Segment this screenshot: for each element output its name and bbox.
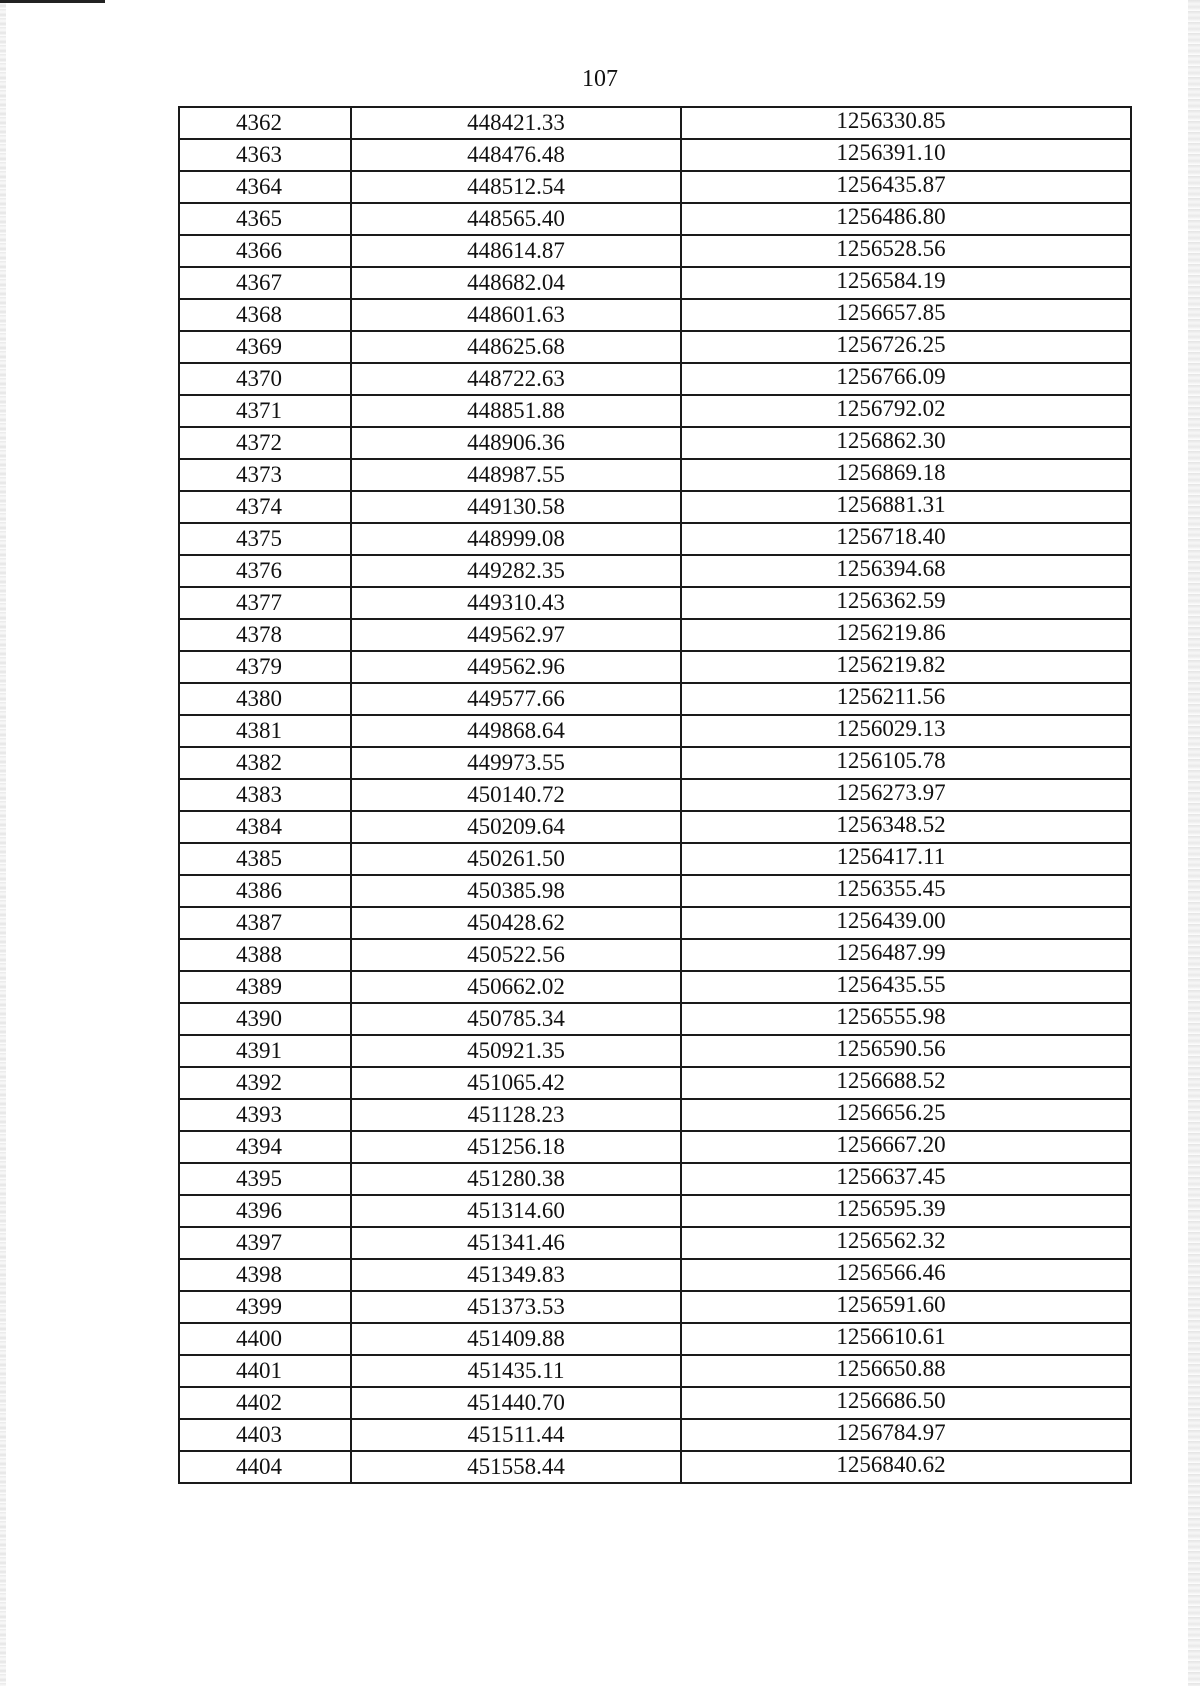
table-row [179, 139, 1131, 171]
x-coordinate-cell: 448625.68 [351, 331, 681, 363]
point-id-cell: 4372 [179, 427, 351, 459]
y-coordinate-cell: 1256555.98 [681, 1003, 1131, 1035]
point-id-cell: 4390 [179, 1003, 351, 1035]
table-row [179, 203, 1131, 235]
x-coordinate-cell: 451349.83 [351, 1259, 681, 1291]
table-row [179, 1003, 1131, 1035]
table-row [179, 1259, 1131, 1291]
table-row [179, 1355, 1131, 1387]
y-coordinate-cell: 1256591.60 [681, 1291, 1131, 1323]
y-coordinate-cell: 1256610.61 [681, 1323, 1131, 1355]
point-id-cell: 4384 [179, 811, 351, 843]
point-id-cell: 4370 [179, 363, 351, 395]
table-row [179, 619, 1131, 651]
x-coordinate-cell: 450385.98 [351, 875, 681, 907]
x-coordinate-cell: 450522.56 [351, 939, 681, 971]
x-coordinate-cell: 451280.38 [351, 1163, 681, 1195]
y-coordinate-cell: 1256686.50 [681, 1387, 1131, 1419]
scan-edge-left [0, 0, 6, 1686]
point-id-cell: 4395 [179, 1163, 351, 1195]
table-row [179, 555, 1131, 587]
y-coordinate-cell: 1256105.78 [681, 747, 1131, 779]
x-coordinate-cell: 449282.35 [351, 555, 681, 587]
y-coordinate-cell: 1256718.40 [681, 523, 1131, 555]
x-coordinate-cell: 448614.87 [351, 235, 681, 267]
x-coordinate-cell: 448682.04 [351, 267, 681, 299]
x-coordinate-cell: 449562.96 [351, 651, 681, 683]
table-row [179, 651, 1131, 683]
x-coordinate-cell: 448512.54 [351, 171, 681, 203]
y-coordinate-cell: 1256862.30 [681, 427, 1131, 459]
x-coordinate-cell: 448601.63 [351, 299, 681, 331]
y-coordinate-cell: 1256211.56 [681, 683, 1131, 715]
x-coordinate-cell: 451341.46 [351, 1227, 681, 1259]
point-id-cell: 4363 [179, 139, 351, 171]
point-id-cell: 4403 [179, 1419, 351, 1451]
scan-edge-right [1188, 0, 1200, 1686]
x-coordinate-cell: 448565.40 [351, 203, 681, 235]
x-coordinate-cell: 448999.08 [351, 523, 681, 555]
point-id-cell: 4392 [179, 1067, 351, 1099]
table-row [179, 907, 1131, 939]
x-coordinate-cell: 448421.33 [351, 107, 681, 139]
table-row [179, 747, 1131, 779]
y-coordinate-cell: 1256657.85 [681, 299, 1131, 331]
page-number: 107 [582, 66, 618, 92]
coordinate-table-container [178, 106, 1130, 1484]
y-coordinate-cell: 1256435.87 [681, 171, 1131, 203]
x-coordinate-cell: 448476.48 [351, 139, 681, 171]
y-coordinate-cell: 1256584.19 [681, 267, 1131, 299]
table-row [179, 331, 1131, 363]
y-coordinate-cell: 1256219.86 [681, 619, 1131, 651]
table-row [179, 1131, 1131, 1163]
x-coordinate-cell: 450428.62 [351, 907, 681, 939]
point-id-cell: 4387 [179, 907, 351, 939]
x-coordinate-cell: 451128.23 [351, 1099, 681, 1131]
point-id-cell: 4396 [179, 1195, 351, 1227]
x-coordinate-cell: 451558.44 [351, 1451, 681, 1483]
y-coordinate-cell: 1256562.32 [681, 1227, 1131, 1259]
y-coordinate-cell: 1256435.55 [681, 971, 1131, 1003]
point-id-cell: 4394 [179, 1131, 351, 1163]
table-row [179, 1099, 1131, 1131]
x-coordinate-cell: 448906.36 [351, 427, 681, 459]
point-id-cell: 4402 [179, 1387, 351, 1419]
x-coordinate-cell: 448987.55 [351, 459, 681, 491]
table-row [179, 395, 1131, 427]
y-coordinate-cell: 1256348.52 [681, 811, 1131, 843]
y-coordinate-cell: 1256486.80 [681, 203, 1131, 235]
table-row [179, 843, 1131, 875]
table-row [179, 971, 1131, 1003]
point-id-cell: 4397 [179, 1227, 351, 1259]
point-id-cell: 4383 [179, 779, 351, 811]
table-row [179, 1419, 1131, 1451]
y-coordinate-cell: 1256417.11 [681, 843, 1131, 875]
point-id-cell: 4364 [179, 171, 351, 203]
y-coordinate-cell: 1256394.68 [681, 555, 1131, 587]
y-coordinate-cell: 1256650.88 [681, 1355, 1131, 1387]
point-id-cell: 4369 [179, 331, 351, 363]
y-coordinate-cell: 1256029.13 [681, 715, 1131, 747]
table-row [179, 811, 1131, 843]
point-id-cell: 4367 [179, 267, 351, 299]
table-row [179, 939, 1131, 971]
table-row [179, 715, 1131, 747]
table-row [179, 491, 1131, 523]
y-coordinate-cell: 1256792.02 [681, 395, 1131, 427]
y-coordinate-cell: 1256362.59 [681, 587, 1131, 619]
x-coordinate-cell: 451314.60 [351, 1195, 681, 1227]
y-coordinate-cell: 1256688.52 [681, 1067, 1131, 1099]
table-row [179, 1163, 1131, 1195]
table-row [179, 427, 1131, 459]
point-id-cell: 4393 [179, 1099, 351, 1131]
table-row [179, 267, 1131, 299]
point-id-cell: 4391 [179, 1035, 351, 1067]
x-coordinate-cell: 450209.64 [351, 811, 681, 843]
x-coordinate-cell: 451435.11 [351, 1355, 681, 1387]
table-row [179, 1291, 1131, 1323]
point-id-cell: 4378 [179, 619, 351, 651]
point-id-cell: 4379 [179, 651, 351, 683]
y-coordinate-cell: 1256656.25 [681, 1099, 1131, 1131]
y-coordinate-cell: 1256869.18 [681, 459, 1131, 491]
table-row [179, 875, 1131, 907]
x-coordinate-cell: 450261.50 [351, 843, 681, 875]
point-id-cell: 4398 [179, 1259, 351, 1291]
table-row [179, 779, 1131, 811]
point-id-cell: 4401 [179, 1355, 351, 1387]
scan-top-line [0, 0, 105, 3]
x-coordinate-cell: 448851.88 [351, 395, 681, 427]
point-id-cell: 4380 [179, 683, 351, 715]
x-coordinate-cell: 451373.53 [351, 1291, 681, 1323]
point-id-cell: 4386 [179, 875, 351, 907]
coordinate-table-body [179, 107, 1131, 1483]
point-id-cell: 4368 [179, 299, 351, 331]
y-coordinate-cell: 1256355.45 [681, 875, 1131, 907]
y-coordinate-cell: 1256726.25 [681, 331, 1131, 363]
point-id-cell: 4371 [179, 395, 351, 427]
y-coordinate-cell: 1256330.85 [681, 107, 1131, 139]
y-coordinate-cell: 1256667.20 [681, 1131, 1131, 1163]
x-coordinate-cell: 451409.88 [351, 1323, 681, 1355]
point-id-cell: 4377 [179, 587, 351, 619]
x-coordinate-cell: 449310.43 [351, 587, 681, 619]
x-coordinate-cell: 450140.72 [351, 779, 681, 811]
point-id-cell: 4373 [179, 459, 351, 491]
y-coordinate-cell: 1256881.31 [681, 491, 1131, 523]
point-id-cell: 4374 [179, 491, 351, 523]
y-coordinate-cell: 1256391.10 [681, 139, 1131, 171]
x-coordinate-cell: 449973.55 [351, 747, 681, 779]
point-id-cell: 4366 [179, 235, 351, 267]
y-coordinate-cell: 1256219.82 [681, 651, 1131, 683]
table-row [179, 1035, 1131, 1067]
point-id-cell: 4389 [179, 971, 351, 1003]
y-coordinate-cell: 1256840.62 [681, 1451, 1131, 1483]
x-coordinate-cell: 451511.44 [351, 1419, 681, 1451]
table-row [179, 107, 1131, 139]
table-row [179, 459, 1131, 491]
x-coordinate-cell: 449562.97 [351, 619, 681, 651]
point-id-cell: 4375 [179, 523, 351, 555]
table-row [179, 1227, 1131, 1259]
x-coordinate-cell: 451440.70 [351, 1387, 681, 1419]
x-coordinate-cell: 450785.34 [351, 1003, 681, 1035]
y-coordinate-cell: 1256487.99 [681, 939, 1131, 971]
point-id-cell: 4400 [179, 1323, 351, 1355]
point-id-cell: 4399 [179, 1291, 351, 1323]
x-coordinate-cell: 449868.64 [351, 715, 681, 747]
y-coordinate-cell: 1256273.97 [681, 779, 1131, 811]
table-row [179, 299, 1131, 331]
x-coordinate-cell: 451065.42 [351, 1067, 681, 1099]
y-coordinate-cell: 1256590.56 [681, 1035, 1131, 1067]
y-coordinate-cell: 1256637.45 [681, 1163, 1131, 1195]
coordinate-table [178, 106, 1132, 1484]
point-id-cell: 4365 [179, 203, 351, 235]
table-row [179, 235, 1131, 267]
table-row [179, 587, 1131, 619]
table-row [179, 1195, 1131, 1227]
x-coordinate-cell: 450921.35 [351, 1035, 681, 1067]
point-id-cell: 4388 [179, 939, 351, 971]
y-coordinate-cell: 1256439.00 [681, 907, 1131, 939]
table-row [179, 363, 1131, 395]
table-row [179, 1387, 1131, 1419]
point-id-cell: 4381 [179, 715, 351, 747]
point-id-cell: 4404 [179, 1451, 351, 1483]
table-row [179, 171, 1131, 203]
y-coordinate-cell: 1256784.97 [681, 1419, 1131, 1451]
y-coordinate-cell: 1256595.39 [681, 1195, 1131, 1227]
x-coordinate-cell: 451256.18 [351, 1131, 681, 1163]
y-coordinate-cell: 1256766.09 [681, 363, 1131, 395]
y-coordinate-cell: 1256528.56 [681, 235, 1131, 267]
table-row [179, 523, 1131, 555]
point-id-cell: 4382 [179, 747, 351, 779]
point-id-cell: 4376 [179, 555, 351, 587]
table-row [179, 1451, 1131, 1483]
x-coordinate-cell: 448722.63 [351, 363, 681, 395]
table-row [179, 1323, 1131, 1355]
x-coordinate-cell: 449130.58 [351, 491, 681, 523]
table-row [179, 1067, 1131, 1099]
point-id-cell: 4385 [179, 843, 351, 875]
point-id-cell: 4362 [179, 107, 351, 139]
y-coordinate-cell: 1256566.46 [681, 1259, 1131, 1291]
x-coordinate-cell: 449577.66 [351, 683, 681, 715]
x-coordinate-cell: 450662.02 [351, 971, 681, 1003]
table-row [179, 683, 1131, 715]
